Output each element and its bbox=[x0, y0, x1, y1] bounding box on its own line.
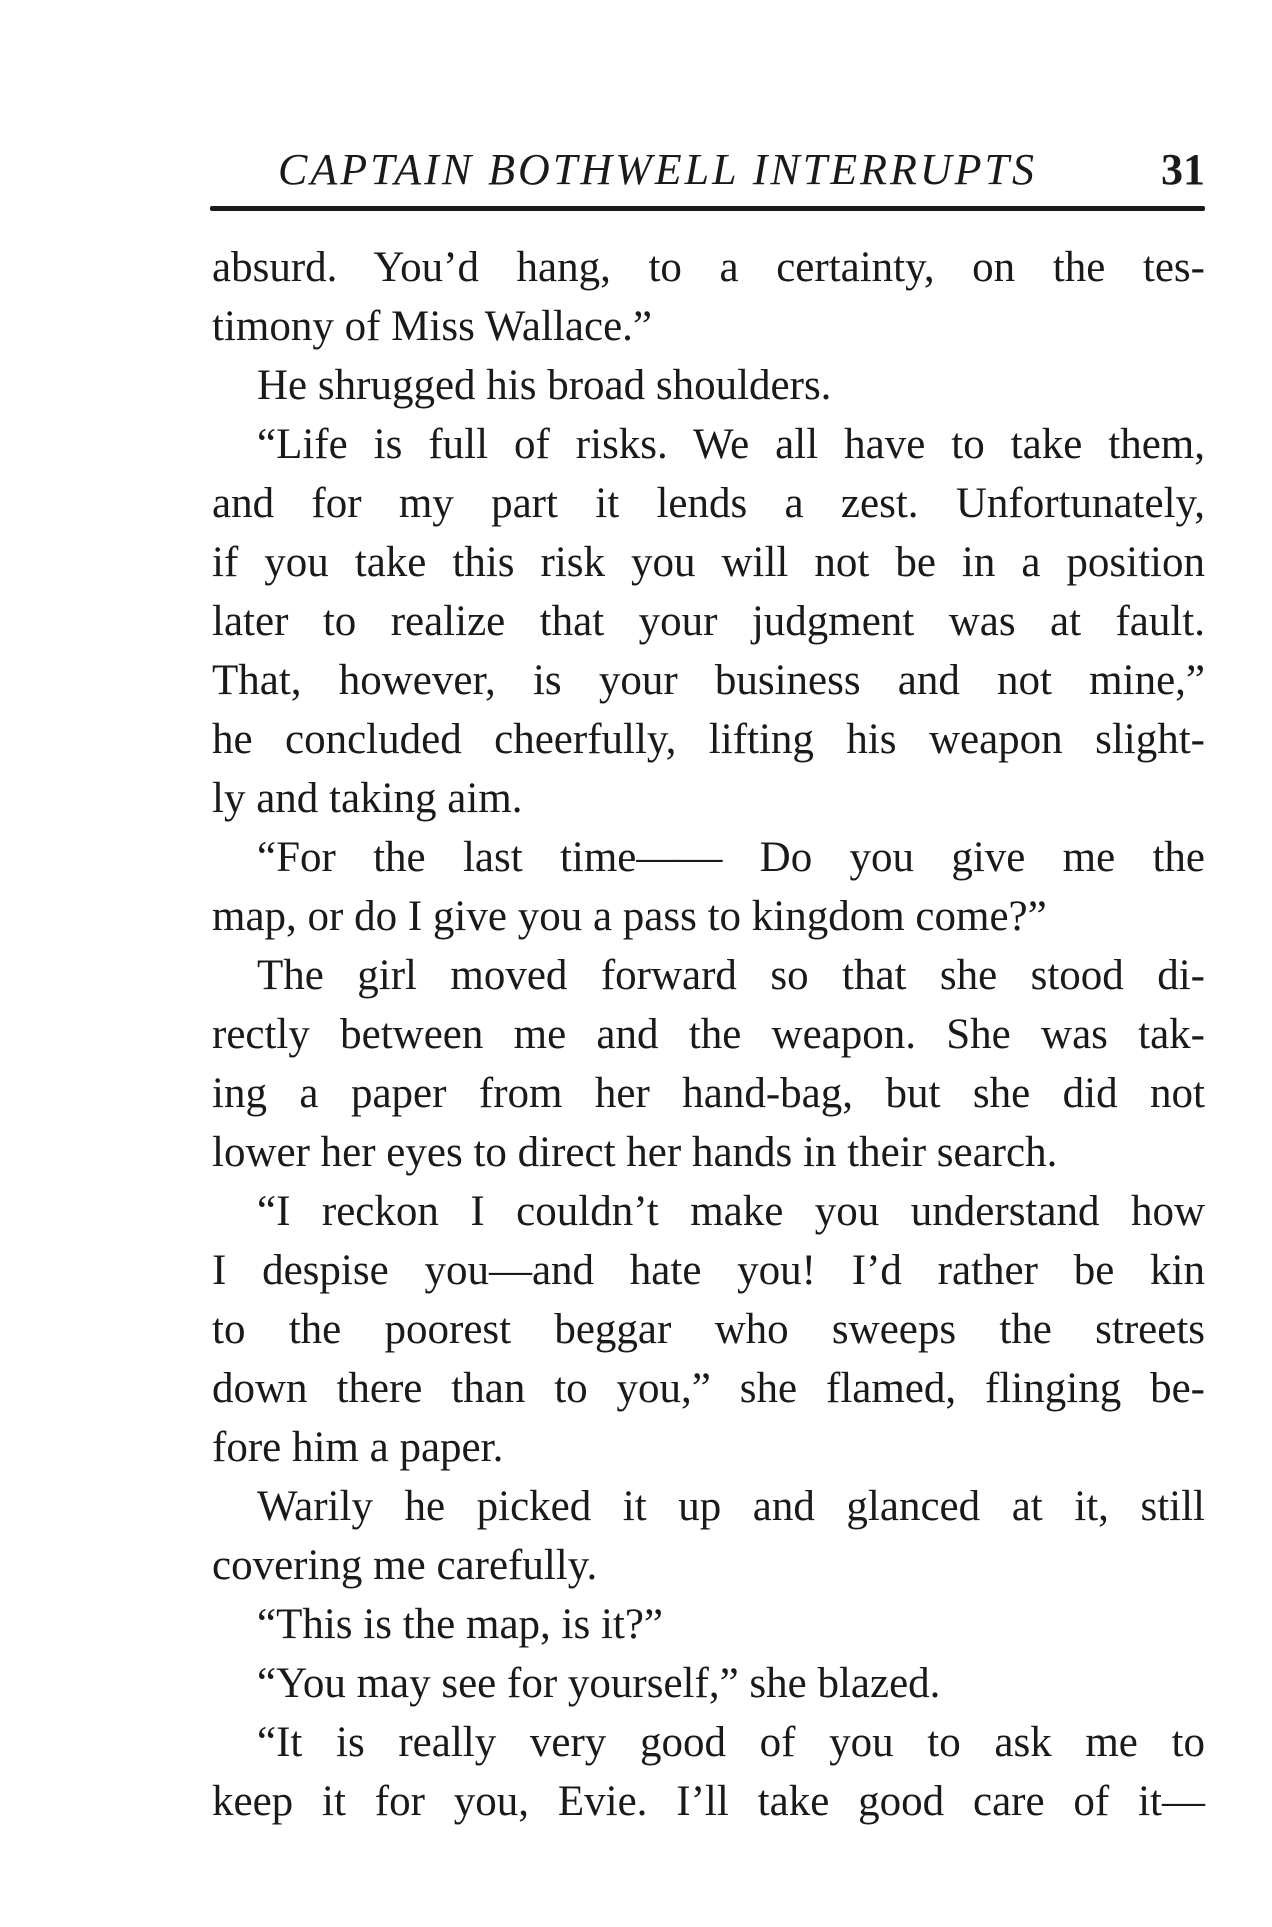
text-line: later to realize that your judgment was at fault. bbox=[212, 598, 1205, 645]
text-line: “This is the map, is it?” bbox=[257, 1601, 664, 1648]
text-line: Warily he picked it up and glanced at it, still bbox=[257, 1483, 1205, 1530]
running-header bbox=[210, 142, 1205, 202]
text-line: absurd. You’d hang, to a certainty, on the tes- bbox=[212, 244, 1205, 291]
text-line: That, however, is your business and not mine,” bbox=[212, 657, 1205, 704]
header-rule bbox=[210, 206, 1205, 211]
text-line: He shrugged his broad shoulders. bbox=[257, 362, 832, 409]
text-line: if you take this risk you will not be in a position bbox=[212, 539, 1205, 586]
text-line: “For the last time—— Do you give me the bbox=[257, 834, 1205, 881]
text-line: I despise you—and hate you! I’d rather be kin bbox=[212, 1247, 1205, 1294]
text-line: he concluded cheerfully, lifting his weapon slight- bbox=[212, 716, 1205, 763]
text-line: rectly between me and the weapon. She was tak- bbox=[212, 1011, 1205, 1058]
text-line: “It is really very good of you to ask me to bbox=[257, 1719, 1205, 1766]
text-line: covering me carefully. bbox=[212, 1542, 598, 1589]
text-line: timony of Miss Wallace.” bbox=[212, 303, 652, 350]
text-line: to the poorest beggar who sweeps the streets bbox=[212, 1306, 1205, 1353]
text-line: ing a paper from her hand-bag, but she did not bbox=[212, 1070, 1205, 1117]
text-line: and for my part it lends a zest. Unfortunately, bbox=[212, 480, 1205, 527]
running-title: CAPTAIN BOTHWELL INTERRUPTS bbox=[278, 145, 1037, 194]
text-line: down there than to you,” she flamed, flinging be- bbox=[212, 1365, 1205, 1412]
text-line: “You may see for yourself,” she blazed. bbox=[257, 1660, 941, 1707]
page-number: 31 bbox=[1161, 145, 1205, 194]
text-line: “I reckon I couldn’t make you understand how bbox=[257, 1188, 1205, 1235]
body-text bbox=[212, 238, 1205, 1831]
text-line: lower her eyes to direct her hands in their search. bbox=[212, 1129, 1058, 1176]
text-line: “Life is full of risks. We all have to take them, bbox=[257, 421, 1205, 468]
text-line: map, or do I give you a pass to kingdom come?” bbox=[212, 893, 1047, 940]
text-line: keep it for you, Evie. I’ll take good care of it— bbox=[212, 1778, 1205, 1825]
text-line: ly and taking aim. bbox=[212, 775, 523, 822]
text-line: fore him a paper. bbox=[212, 1424, 504, 1471]
text-line: The girl moved forward so that she stood di- bbox=[257, 952, 1205, 999]
